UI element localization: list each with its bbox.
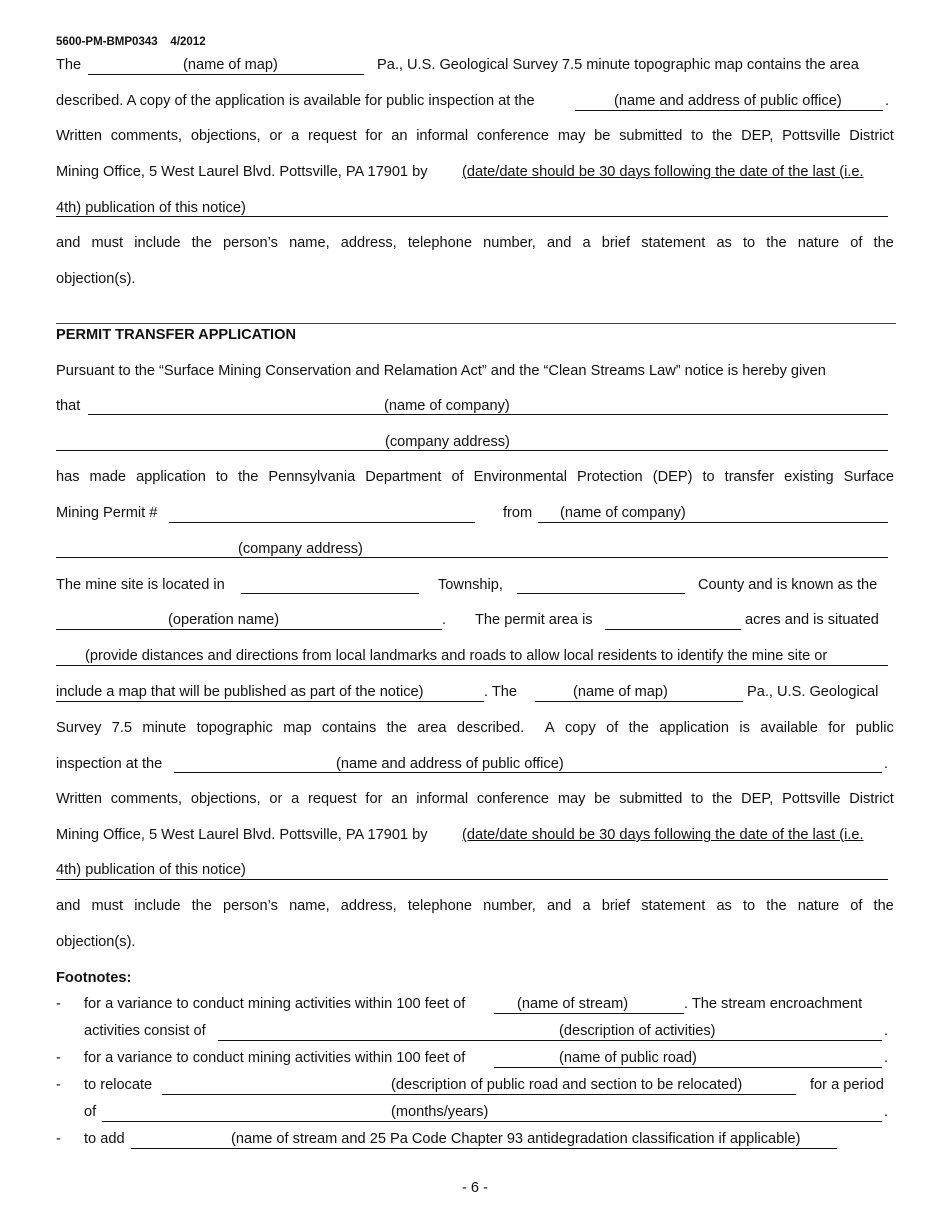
word: of bbox=[850, 235, 863, 251]
word: made bbox=[89, 469, 127, 485]
date-field-2: 4th) publication of this notice) bbox=[56, 862, 246, 878]
classification-field: (name of stream and 25 Pa Code Chapter 93 antidegradation classification if applicable) bbox=[231, 1131, 801, 1147]
footnote-3-dash: - bbox=[56, 1077, 61, 1093]
footnote-1b-text: activities consist of bbox=[84, 1023, 206, 1039]
page-number: - 6 - bbox=[462, 1180, 488, 1196]
footnote-2-text: for a variance to conduct mining activities within 100 feet of bbox=[84, 1050, 466, 1066]
footnote-1-after: . The stream encroachment bbox=[684, 996, 863, 1012]
word: brief bbox=[601, 898, 631, 914]
word: address, bbox=[340, 898, 397, 914]
word: as bbox=[716, 898, 732, 914]
mining-office-text: Mining Office, 5 West Laurel Blvd. Pottsville, PA 17901 by bbox=[56, 827, 428, 843]
word: contains bbox=[321, 720, 377, 736]
word: for bbox=[365, 128, 383, 144]
top-line-2-end: . bbox=[885, 93, 890, 109]
transfer-has-made-line bbox=[56, 468, 894, 486]
operation-end: . bbox=[442, 612, 447, 628]
word: address, bbox=[340, 235, 397, 251]
word: to bbox=[691, 791, 704, 807]
township-blank[interactable] bbox=[241, 593, 419, 594]
word: the bbox=[766, 235, 787, 251]
word: the bbox=[873, 235, 894, 251]
footnote-3-text: to relocate bbox=[84, 1077, 153, 1093]
operation-blank[interactable] bbox=[56, 629, 442, 630]
from-company-blank[interactable] bbox=[538, 522, 888, 523]
must-include-line bbox=[56, 897, 894, 915]
word: to bbox=[702, 469, 715, 485]
word: submitted bbox=[619, 128, 683, 144]
word: area bbox=[417, 720, 447, 736]
word: to bbox=[742, 235, 756, 251]
that-label: that bbox=[56, 398, 81, 414]
footnote-1-dash: - bbox=[56, 996, 61, 1012]
form-number: 5600-PM-BMP0343 bbox=[56, 36, 158, 48]
word: of bbox=[451, 469, 464, 485]
footnote-1b-end: . bbox=[884, 1023, 889, 1039]
top-line-2-text: described. A copy of the application is available for public inspection at the bbox=[56, 93, 535, 109]
word: person’s bbox=[223, 235, 278, 251]
operation-field: (operation name) bbox=[168, 612, 280, 628]
word: map bbox=[283, 720, 312, 736]
footnote-3b-end: . bbox=[884, 1104, 889, 1120]
word: for bbox=[828, 720, 846, 736]
word: request bbox=[307, 128, 357, 144]
stream-field: (name of stream) bbox=[517, 996, 629, 1012]
top-line-6 bbox=[56, 234, 894, 252]
footnotes-heading: Footnotes: bbox=[56, 970, 132, 986]
top-line-7: objection(s). bbox=[56, 271, 136, 287]
directions-field-1: (provide distances and directions from local landmarks and roads to allow local residents to identify the mine site or bbox=[85, 648, 828, 664]
word: copy bbox=[564, 720, 596, 736]
word: person’s bbox=[223, 898, 278, 914]
the-label-2: . The bbox=[484, 684, 517, 700]
road-blank[interactable] bbox=[494, 1067, 882, 1068]
word: for bbox=[365, 791, 383, 807]
word: may bbox=[557, 128, 586, 144]
activities-blank[interactable] bbox=[218, 1040, 882, 1041]
word: comments, bbox=[110, 791, 183, 807]
map2-field: (name of map) bbox=[573, 684, 668, 700]
word: DEP, bbox=[741, 128, 774, 144]
word: Protection bbox=[576, 469, 643, 485]
word: of bbox=[850, 898, 863, 914]
road-field: (name of public road) bbox=[559, 1050, 697, 1066]
word: Environmental bbox=[473, 469, 567, 485]
top-office-blank[interactable] bbox=[575, 110, 883, 111]
date-blank-2[interactable] bbox=[56, 879, 888, 880]
top-line-4-text: Mining Office, 5 West Laurel Blvd. Pottsville, PA 17901 by bbox=[56, 164, 428, 180]
activities-field: (description of activities) bbox=[559, 1023, 716, 1039]
word: or bbox=[269, 128, 283, 144]
section-heading: PERMIT TRANSFER APPLICATION bbox=[56, 327, 296, 343]
word: statement bbox=[641, 235, 706, 251]
company-address-field: (company address) bbox=[385, 434, 510, 450]
word: available bbox=[760, 720, 818, 736]
transfer-intro: Pursuant to the “Surface Mining Conservation and Relamation Act” and the “Clean Streams Law” notice is hereby given bbox=[56, 363, 826, 379]
word: include bbox=[134, 898, 181, 914]
word: Survey bbox=[56, 720, 102, 736]
word: Surface bbox=[843, 469, 894, 485]
word: Written bbox=[56, 791, 102, 807]
directions-blank-1[interactable] bbox=[56, 665, 888, 666]
word: a bbox=[582, 235, 591, 251]
word: Pottsville bbox=[782, 128, 841, 144]
word: an bbox=[391, 128, 408, 144]
word: number, bbox=[483, 235, 536, 251]
footnote-2-dash: - bbox=[56, 1050, 61, 1066]
word: and bbox=[546, 898, 572, 914]
word: the bbox=[191, 898, 212, 914]
word: brief bbox=[601, 235, 631, 251]
form-date: 4/2012 bbox=[170, 36, 206, 48]
word: minute bbox=[142, 720, 187, 736]
word: submitted bbox=[619, 791, 683, 807]
word: DEP, bbox=[741, 791, 774, 807]
county-label: County and is known as the bbox=[698, 577, 878, 593]
word: as bbox=[716, 235, 732, 251]
word: be bbox=[594, 128, 611, 144]
word: informal bbox=[416, 128, 469, 144]
word: the bbox=[191, 235, 212, 251]
word: request bbox=[307, 791, 357, 807]
word: telephone bbox=[407, 235, 472, 251]
word: may bbox=[557, 791, 586, 807]
relocate-blank[interactable] bbox=[162, 1094, 796, 1095]
word: existing bbox=[784, 469, 834, 485]
permit-label: Mining Permit # bbox=[56, 505, 158, 521]
word: to bbox=[742, 898, 756, 914]
word: statement bbox=[641, 898, 706, 914]
company-name-field: (name of company) bbox=[384, 398, 510, 414]
word: application bbox=[659, 720, 730, 736]
form-id bbox=[56, 33, 206, 51]
acres-blank[interactable] bbox=[605, 629, 741, 630]
top-line-1-rest: Pa., U.S. Geological Survey 7.5 minute topographic map contains the area bbox=[377, 57, 859, 73]
word: and bbox=[546, 235, 572, 251]
township-label: Township, bbox=[438, 577, 503, 593]
word: (DEP) bbox=[652, 469, 693, 485]
word: and bbox=[56, 898, 81, 914]
word: the bbox=[873, 898, 894, 914]
permit-area-label: The permit area is bbox=[475, 612, 593, 628]
word: informal bbox=[416, 791, 469, 807]
word: 7.5 bbox=[111, 720, 133, 736]
footnote-4-dash: - bbox=[56, 1131, 61, 1147]
word: the bbox=[238, 469, 259, 485]
word: public bbox=[855, 720, 894, 736]
written-comments-line bbox=[56, 790, 894, 808]
period-blank[interactable] bbox=[102, 1121, 882, 1122]
word: of bbox=[606, 720, 619, 736]
directions-field-2: include a map that will be published as part of the notice) bbox=[56, 684, 424, 700]
permit-number-blank[interactable] bbox=[169, 522, 475, 523]
word: the bbox=[712, 128, 733, 144]
word: number, bbox=[483, 898, 536, 914]
from-address-blank[interactable] bbox=[56, 557, 888, 558]
word: and bbox=[56, 235, 81, 251]
footnote-3b-text: of bbox=[84, 1104, 97, 1120]
inspection-field: (name and address of public office) bbox=[336, 756, 564, 772]
word: Written bbox=[56, 128, 102, 144]
survey-line bbox=[56, 719, 894, 737]
word: is bbox=[739, 720, 750, 736]
word: topographic bbox=[196, 720, 273, 736]
word: application bbox=[136, 469, 206, 485]
word: to bbox=[691, 128, 704, 144]
top-date-field-2: 4th) publication of this notice) bbox=[56, 200, 246, 216]
from-address-field: (company address) bbox=[238, 541, 363, 557]
word: name, bbox=[289, 235, 330, 251]
from-label: from bbox=[503, 505, 533, 521]
word: the bbox=[766, 898, 787, 914]
word: conference bbox=[476, 128, 550, 144]
word: the bbox=[712, 791, 733, 807]
word: an bbox=[391, 791, 408, 807]
word: conference bbox=[476, 791, 550, 807]
objections-text: objection(s). bbox=[56, 934, 136, 950]
map2-blank[interactable] bbox=[535, 701, 743, 702]
inspection-end: . bbox=[884, 756, 889, 772]
word: A bbox=[544, 720, 555, 736]
footnote-1-text: for a variance to conduct mining activities within 100 feet of bbox=[84, 996, 466, 1012]
word: nature bbox=[797, 235, 840, 251]
word: telephone bbox=[407, 898, 472, 914]
top-office-field: (name and address of public office) bbox=[614, 93, 842, 109]
word: has bbox=[56, 469, 80, 485]
stream-blank[interactable] bbox=[494, 1013, 684, 1014]
word: be bbox=[594, 791, 611, 807]
classification-blank[interactable] bbox=[131, 1148, 837, 1149]
word: include bbox=[134, 235, 181, 251]
county-blank[interactable] bbox=[517, 593, 685, 594]
pa-geological-label: Pa., U.S. Geological bbox=[747, 684, 879, 700]
date-field: (date/date should be 30 days following the date of the last (i.e. bbox=[462, 827, 864, 843]
word: a bbox=[582, 898, 591, 914]
word: District bbox=[849, 791, 894, 807]
located-label: The mine site is located in bbox=[56, 577, 225, 593]
inspection-label: inspection at the bbox=[56, 756, 163, 772]
word: the bbox=[386, 720, 407, 736]
word: must bbox=[91, 235, 124, 251]
top-line-1-the: The bbox=[56, 57, 82, 73]
word: Pennsylvania bbox=[268, 469, 356, 485]
word: District bbox=[849, 128, 894, 144]
relocate-field: (description of public road and section to be relocated) bbox=[391, 1077, 743, 1093]
footnote-3-after: for a period bbox=[810, 1077, 884, 1093]
word: must bbox=[91, 898, 124, 914]
word: Department bbox=[365, 469, 442, 485]
word: a bbox=[291, 128, 300, 144]
top-map-field: (name of map) bbox=[183, 57, 278, 73]
top-date-field: (date/date should be 30 days following the date of the last (i.e. bbox=[462, 164, 864, 180]
word: to bbox=[215, 469, 229, 485]
from-company-field: (name of company) bbox=[560, 505, 686, 521]
word: a bbox=[291, 791, 300, 807]
word: comments, bbox=[110, 128, 183, 144]
section-divider bbox=[56, 323, 896, 324]
top-map-blank[interactable] bbox=[88, 74, 364, 75]
word: objections, bbox=[190, 791, 261, 807]
word: or bbox=[269, 791, 283, 807]
top-line-3 bbox=[56, 127, 894, 145]
word: objections, bbox=[190, 128, 261, 144]
word: transfer bbox=[724, 469, 775, 485]
footnote-2-end: . bbox=[884, 1050, 889, 1066]
footnote-4-text: to add bbox=[84, 1131, 125, 1147]
period-field: (months/years) bbox=[391, 1104, 489, 1120]
word: described. bbox=[456, 720, 525, 736]
word: nature bbox=[797, 898, 840, 914]
acres-label: acres and is situated bbox=[745, 612, 879, 628]
word: name, bbox=[289, 898, 330, 914]
word: Pottsville bbox=[782, 791, 841, 807]
directions-blank-2[interactable] bbox=[56, 701, 484, 702]
word: the bbox=[628, 720, 649, 736]
